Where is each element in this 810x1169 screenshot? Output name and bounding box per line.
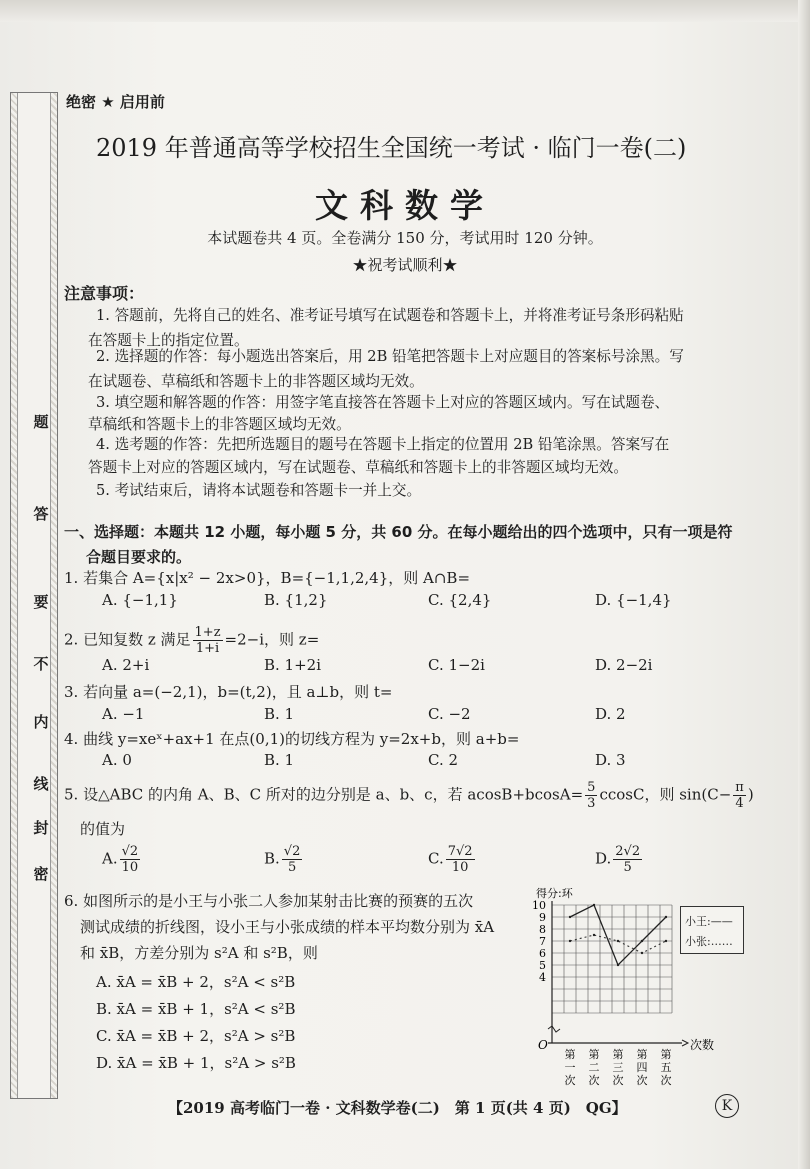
note-line: 在答题卡上的指定位置。 bbox=[88, 332, 249, 349]
note-line: 在试题卷、草稿纸和答题卡上的非答题区域均无效。 bbox=[88, 373, 424, 390]
q5-opt-num: √2 bbox=[121, 844, 139, 859]
q3-option-b: B. 1 bbox=[264, 705, 295, 723]
question-6-line: 测试成绩的折线图，设小王与小张成绩的样本平均数分别为 x̄A bbox=[80, 918, 495, 936]
x-axis-arrow bbox=[682, 1040, 688, 1046]
series-line bbox=[570, 905, 666, 965]
x-tick-label: 一 bbox=[564, 1061, 576, 1074]
x-axis-label: 次数 bbox=[690, 1038, 715, 1052]
note-line: 答题卡上对应的答题区域内，写在试题卷、草稿纸和答题卡上的非答题区域均无效。 bbox=[88, 459, 628, 476]
chart-legend bbox=[680, 906, 744, 954]
binding-char: 内 bbox=[33, 713, 49, 731]
q2-denominator: 1+i bbox=[195, 641, 220, 656]
q5-opt-den: 5 bbox=[623, 860, 632, 875]
question-6-line: 6. 如图所示的是小王与小张二人参加某射击比赛的预赛的五次 bbox=[64, 892, 474, 910]
note-line: 4. 选考题的作答：先把所选题目的题号在答题卡上指定的位置用 2B 铅笔涂黑。答案写在 bbox=[96, 436, 670, 453]
x-tick-label: 次 bbox=[660, 1074, 672, 1087]
x-tick-label: 第 bbox=[564, 1048, 576, 1061]
q2-option-d: D. 2−2i bbox=[595, 656, 653, 674]
binding-char: 线 bbox=[33, 775, 49, 793]
origin-label: O bbox=[538, 1038, 548, 1052]
q3-option-d: D. 2 bbox=[595, 705, 626, 723]
y-axis-label: 得分:环 bbox=[536, 887, 573, 900]
legend-item-wang: 小王:—— bbox=[685, 915, 733, 928]
binding-char: 不 bbox=[33, 655, 49, 673]
note-line: 5. 考试结束后，请将本试题卷和答题卡一并上交。 bbox=[96, 482, 422, 499]
q5-opt-fraction bbox=[282, 844, 303, 875]
q5-pi-num: π bbox=[735, 780, 744, 795]
q5-opt-label: C. bbox=[428, 849, 444, 868]
q2-fraction bbox=[193, 625, 223, 656]
q5-option-d bbox=[595, 844, 642, 875]
question-5-stem bbox=[64, 780, 754, 811]
q3-option-a: A. −1 bbox=[102, 705, 145, 723]
q5-opt-num: 2√2 bbox=[615, 844, 641, 859]
legend-item-zhang: 小张:…… bbox=[685, 935, 733, 948]
question-1-stem: 1. 若集合 A={x|x² − 2x>0}，B={−1,1,2,4}，则 A∩B= bbox=[64, 569, 471, 587]
exam-title: 2019 年普通高等学校招生全国统一考试 · 临门一卷(二) bbox=[96, 134, 687, 162]
data-point bbox=[641, 952, 643, 954]
y-tick-label: 4 bbox=[539, 971, 546, 984]
q5-stem-b: ccosC，则 sin(C− bbox=[599, 785, 732, 804]
q4-option-d: D. 3 bbox=[595, 751, 626, 769]
q5-opt-den: 5 bbox=[287, 860, 297, 875]
q5-stem-a: 5. 设△ABC 的内角 A、B、C 所对的边分别是 a、b、c，若 acosB+bcosA= bbox=[64, 785, 584, 804]
question-2-stem bbox=[64, 625, 319, 656]
q5-option-b bbox=[264, 844, 302, 875]
subject-title: 文科数学 bbox=[315, 186, 495, 225]
notes-heading: 注意事项： bbox=[64, 284, 145, 303]
x-tick-label: 二 bbox=[588, 1061, 600, 1074]
section-heading: 一、选择题：本题共 12 小题，每小题 5 分，共 60 分。在每小题给出的四个选项中，只有一项是符 bbox=[64, 523, 733, 541]
x-tick-label: 第 bbox=[588, 1048, 600, 1061]
q5-opt-den: 10 bbox=[121, 860, 139, 875]
confidential-label: 绝密 ★ 启用前 bbox=[66, 93, 165, 111]
section-heading-cont: 合题目要求的。 bbox=[86, 548, 192, 566]
data-point bbox=[617, 964, 619, 966]
q2-option-a: A. 2+i bbox=[102, 656, 150, 674]
question-6-line: 和 x̄B，方差分别为 s²A 和 s²B，则 bbox=[80, 944, 318, 962]
x-tick-label: 五 bbox=[660, 1061, 672, 1074]
note-line: 草稿纸和答题卡上的非答题区域均无效。 bbox=[88, 416, 351, 433]
y-tick-label: 7 bbox=[539, 935, 546, 948]
data-point bbox=[569, 940, 571, 942]
q2-stem-b: =2−i，则 z= bbox=[224, 630, 320, 649]
q5-pi-fraction bbox=[733, 780, 746, 811]
q5-fraction bbox=[585, 780, 597, 811]
page-footer: 【2019 高考临门一卷 · 文科数学卷(二) 第 1 页(共 4 页) QG】 bbox=[168, 1099, 627, 1117]
x-tick-label: 次 bbox=[612, 1074, 624, 1087]
note-line: 1. 答题前，先将自己的姓名、准考证号填写在试题卷和答题卡上，并将准考证号条形码粘贴 bbox=[96, 307, 684, 324]
y-tick-label: 5 bbox=[539, 959, 546, 972]
x-tick-label: 第 bbox=[660, 1048, 672, 1061]
q5-option-c bbox=[428, 844, 475, 875]
q5-opt-fraction bbox=[613, 844, 642, 875]
q3-option-c: C. −2 bbox=[428, 705, 471, 723]
q2-option-b: B. 1+2i bbox=[264, 656, 322, 674]
data-point bbox=[569, 916, 571, 918]
x-tick-label: 次 bbox=[564, 1074, 576, 1087]
axis-break bbox=[548, 1026, 560, 1032]
data-point bbox=[665, 916, 667, 918]
q1-option-c: C. {2,4} bbox=[428, 591, 492, 609]
data-point bbox=[593, 904, 595, 906]
q6-option-b: B. x̄A = x̄B + 1，s²A < s²B bbox=[96, 1000, 296, 1018]
q5-opt-fraction bbox=[446, 844, 475, 875]
y-tick-label: 10 bbox=[532, 899, 546, 912]
q1-option-d: D. {−1,4} bbox=[595, 591, 672, 609]
binding-char: 封 bbox=[33, 819, 49, 837]
q4-option-a: A. 0 bbox=[102, 751, 132, 769]
x-tick-label: 次 bbox=[636, 1074, 648, 1087]
q6-option-c: C. x̄A = x̄B + 2，s²A > s²B bbox=[96, 1027, 296, 1045]
q1-option-a: A. {−1,1} bbox=[102, 591, 178, 609]
version-badge: K bbox=[715, 1094, 739, 1118]
q2-numerator: 1+z bbox=[194, 625, 221, 640]
q5-opt-den: 10 bbox=[451, 860, 469, 875]
y-tick-label: 8 bbox=[539, 923, 546, 936]
q5-stem-c: ) bbox=[747, 785, 754, 804]
q5-opt-label: A. bbox=[102, 849, 118, 868]
x-tick-label: 次 bbox=[588, 1074, 600, 1087]
binding-char: 要 bbox=[33, 593, 49, 611]
q2-stem-a: 2. 已知复数 z 满足 bbox=[64, 630, 191, 649]
q6-option-d: D. x̄A = x̄B + 1，s²A > s²B bbox=[96, 1054, 296, 1072]
q5-frac-num: 5 bbox=[587, 780, 596, 795]
y-tick-label: 6 bbox=[539, 947, 546, 960]
x-tick-label: 三 bbox=[612, 1061, 624, 1074]
y-tick-label: 9 bbox=[539, 911, 546, 924]
data-point bbox=[593, 934, 595, 936]
x-tick-label: 第 bbox=[612, 1048, 624, 1061]
q5-opt-fraction bbox=[120, 844, 141, 875]
binding-char: 答 bbox=[33, 505, 49, 523]
question-5-stem-d: 的值为 bbox=[80, 820, 126, 838]
q5-pi-den: 4 bbox=[735, 796, 744, 811]
x-tick-label: 四 bbox=[636, 1061, 648, 1074]
note-line: 3. 填空题和解答题的作答：用签字笔直接答在答题卡上对应的答题区域内。写在试题卷、 bbox=[96, 394, 670, 411]
data-point bbox=[617, 940, 619, 942]
q5-opt-label: D. bbox=[595, 849, 612, 868]
data-point bbox=[665, 940, 667, 942]
q1-option-b: B. {1,2} bbox=[264, 591, 328, 609]
q4-option-b: B. 1 bbox=[264, 751, 295, 769]
binding-char: 题 bbox=[33, 413, 49, 431]
q5-frac-den: 3 bbox=[587, 796, 596, 811]
note-line: 2. 选择题的作答：每小题选出答案后，用 2B 铅笔把答题卡上对应题目的答案标号涂黑。写 bbox=[96, 348, 684, 365]
q5-opt-num: 7√2 bbox=[447, 844, 473, 859]
binding-char: 密 bbox=[33, 865, 49, 883]
page-top-edge bbox=[0, 0, 810, 22]
q2-option-c: C. 1−2i bbox=[428, 656, 485, 674]
question-4-stem: 4. 曲线 y=xeˣ+ax+1 在点(0,1)的切线方程为 y=2x+b，则 a+b= bbox=[64, 730, 520, 748]
page-right-edge bbox=[798, 0, 810, 1169]
q5-opt-label: B. bbox=[264, 849, 280, 868]
x-tick-label: 第 bbox=[636, 1048, 648, 1061]
q6-option-a: A. x̄A = x̄B + 2，s²A < s²B bbox=[96, 973, 296, 991]
data-point bbox=[641, 940, 643, 942]
q4-option-c: C. 2 bbox=[428, 751, 459, 769]
exam-info: 本试题卷共 4 页。全卷满分 150 分，考试用时 120 分钟。 bbox=[207, 229, 603, 247]
good-luck-line: ★祝考试顺利★ bbox=[352, 256, 458, 274]
q5-option-a bbox=[102, 844, 140, 875]
question-3-stem: 3. 若向量 a=(−2,1)，b=(t,2)，且 a⊥b，则 t= bbox=[64, 683, 393, 701]
series-line bbox=[570, 935, 666, 953]
q5-opt-num: √2 bbox=[283, 844, 301, 859]
